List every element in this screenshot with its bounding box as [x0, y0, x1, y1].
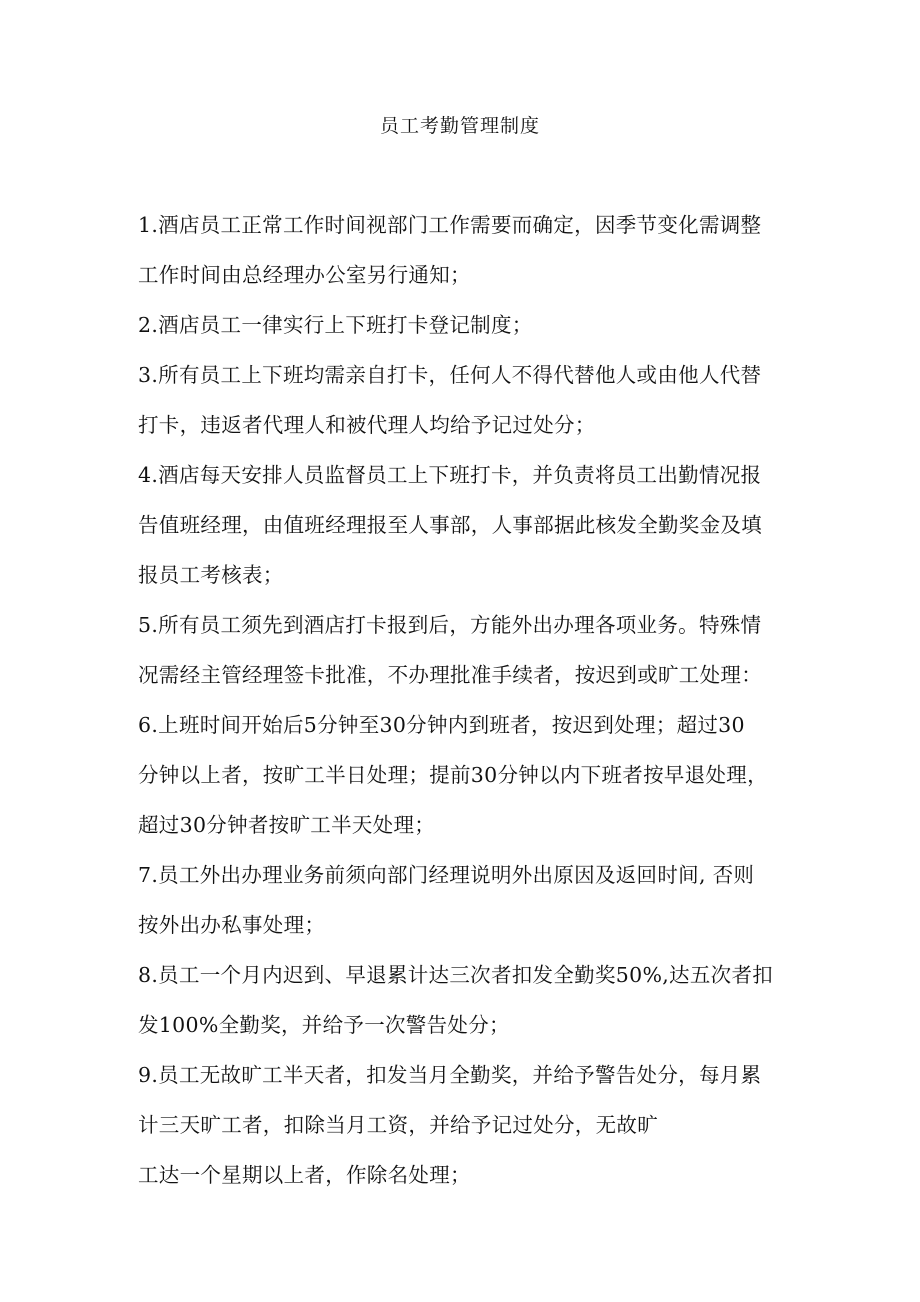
text-line: 超过30分钟者按旷工半天处理；: [138, 813, 436, 837]
text-line: 8.员工一个月内迟到、早退累计达三次者扣发全勤奖50%,达五次者扣: [138, 963, 774, 987]
text-line: 计三天旷工者，扣除当月工资，并给予记过处分，无故旷: [138, 1113, 658, 1137]
text-line: 2.酒店员工一律实行上下班打卡登记制度；: [138, 313, 533, 337]
text-line: 按外出办私事处理；: [138, 913, 326, 937]
text-line: 4.酒店每天安排人员监督员工上下班打卡，并负责将员工出勤情况报: [138, 463, 762, 487]
text-line: 告值班经理，由值班经理报至人事部，人事部据此核发全勤奖金及填: [138, 513, 762, 537]
text-line: 分钟以上者，按旷工半日处理；提前30分钟以内下班者按早退处理，: [138, 763, 768, 787]
text-line: 况需经主管经理签卡批准，不办理批准手续者，按迟到或旷工处理：: [138, 663, 762, 687]
text-line: 5.所有员工须先到酒店打卡报到后，方能外出办理各项业务。特殊情: [138, 613, 762, 637]
text-line: 7.员工外出办理业务前须向部门经理说明外出原因及返回时间, 否则: [138, 863, 755, 887]
text-line: 打卡，违返者代理人和被代理人均给予记过处分；: [138, 413, 596, 437]
document-body: [138, 200, 786, 1200]
text-line: 工达一个星期以上者，作除名处理；: [138, 1163, 471, 1187]
text-line: 工作时间由总经理办公室另行通知；: [138, 263, 471, 287]
document-title: 员工考勤管理制度: [379, 115, 540, 137]
text-line: 1.酒店员工正常工作时间视部门工作需要而确定，因季节变化需调整: [138, 213, 762, 237]
text-line: 发100%全勤奖，并给予一次警告处分；: [138, 1013, 510, 1037]
text-line: 报员工考核表；: [138, 563, 284, 587]
text-line: 9.员工无故旷工半天者，扣发当月全勤奖，并给予警告处分，每月累: [138, 1063, 762, 1087]
text-line: 3.所有员工上下班均需亲自打卡，任何人不得代替他人或由他人代替: [138, 363, 762, 387]
text-line: 6.上班时间开始后5分钟至30分钟内到班者，按迟到处理；超过30: [138, 713, 745, 737]
